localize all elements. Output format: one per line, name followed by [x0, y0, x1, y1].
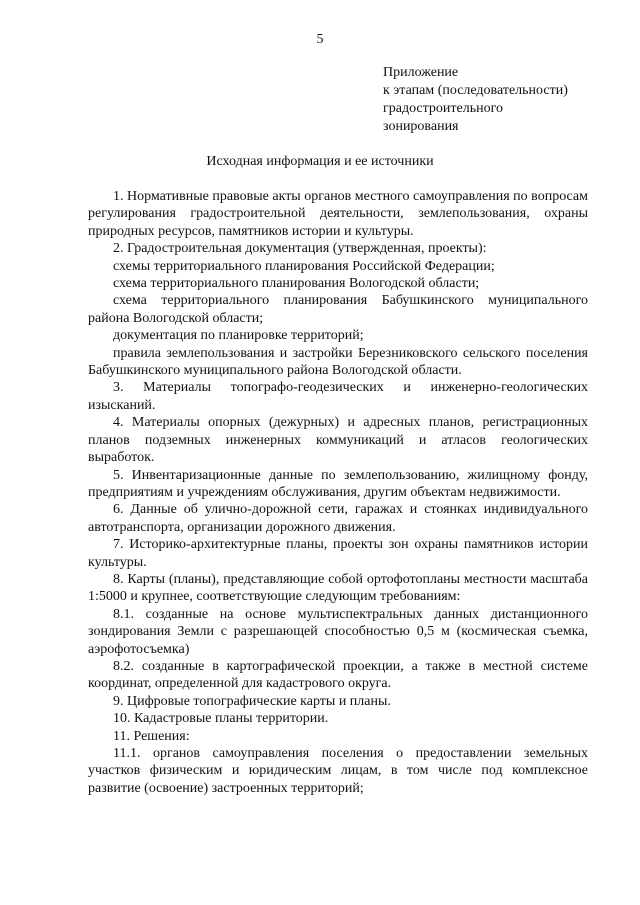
paragraph-item-4: 4. Материалы опорных (дежурных) и адресных планов, регистрационных планов подземных инженерных коммуникаций и атласов геологических выработок. — [88, 415, 588, 466]
paragraph-item-3: 3. Материалы топографо-геодезических и инженерно-геологических изысканий. — [88, 380, 588, 413]
paragraph-item-2: 2. Градостроительная документация (утвержденная, проекты): — [113, 241, 487, 257]
paragraph-subitem: документация по планировке территорий; — [113, 328, 364, 344]
paragraph-subitem: схема территориального планирования Бабушкинского муниципального района Вологодской области; — [88, 293, 588, 326]
appendix-note — [383, 64, 623, 136]
page-number: 5 — [316, 32, 324, 47]
paragraph-item-11: 11. Решения: — [113, 728, 190, 744]
paragraph-subitem: схема территориального планирования Вологодской области; — [113, 276, 480, 292]
paragraph-item-8-2: 8.2. созданные в картографической проекции, а также в местной системе координат, определенной для кадастрового округа. — [88, 658, 588, 692]
appendix-line: градостроительного — [383, 101, 504, 116]
document-body — [88, 188, 588, 797]
paragraph-item-6: 6. Данные об улично-дорожной сети, гаражах и стоянках индивидуального автотранспорта, организации дорожного движения. — [88, 502, 588, 535]
paragraph-item-10: 10. Кадастровые планы территории. — [113, 711, 329, 727]
paragraph-item-11-1: 11.1. органов самоуправления поселения о предоставлении земельных участков физическим и юридическим лицам, в том числе под комплексное развитие (освоение) застроенных территорий; — [88, 746, 588, 796]
appendix-line: к этапам (последовательности) — [383, 83, 568, 98]
paragraph-subitem: схемы территориального планирования Российской Федерации; — [113, 258, 495, 274]
paragraph-subitem: правила землепользования и застройки Березниковского сельского поселения Бабушкинского муниципального района Вологодской области. — [88, 345, 588, 379]
paragraph-item-8: 8. Карты (планы), представляющие собой ортофотопланы местности масштаба 1:5000 и крупнее, соответствующие следующим требованиям: — [88, 571, 588, 605]
document-title: Исходная информация и ее источники — [206, 154, 434, 169]
appendix-line: зонирования — [383, 119, 459, 134]
paragraph-item-9: 9. Цифровые топографические карты и планы. — [113, 693, 391, 709]
appendix-line: Приложение — [383, 65, 459, 80]
paragraph-item-8-1: 8.1. созданные на основе мультиспектральных данных дистанционного зондирования Земли с разрешающей способностью 0,5 м (космическая съемка, аэрофотосъемка) — [88, 606, 588, 657]
paragraph-item-1: 1. Нормативные правовые акты органов местного самоуправления по вопросам регулирования градостроительной деятельности, землепользования, охраны природных ресурсов, памятников истории и культуры. — [88, 189, 588, 239]
paragraph-item-7: 7. Историко-архитектурные планы, проекты зон охраны памятников истории культуры. — [88, 537, 588, 570]
paragraph-item-5: 5. Инвентаризационные данные по землепользованию, жилищному фонду, предприятиям и учреждениям обслуживания, другим объектам недвижимости. — [88, 467, 588, 500]
